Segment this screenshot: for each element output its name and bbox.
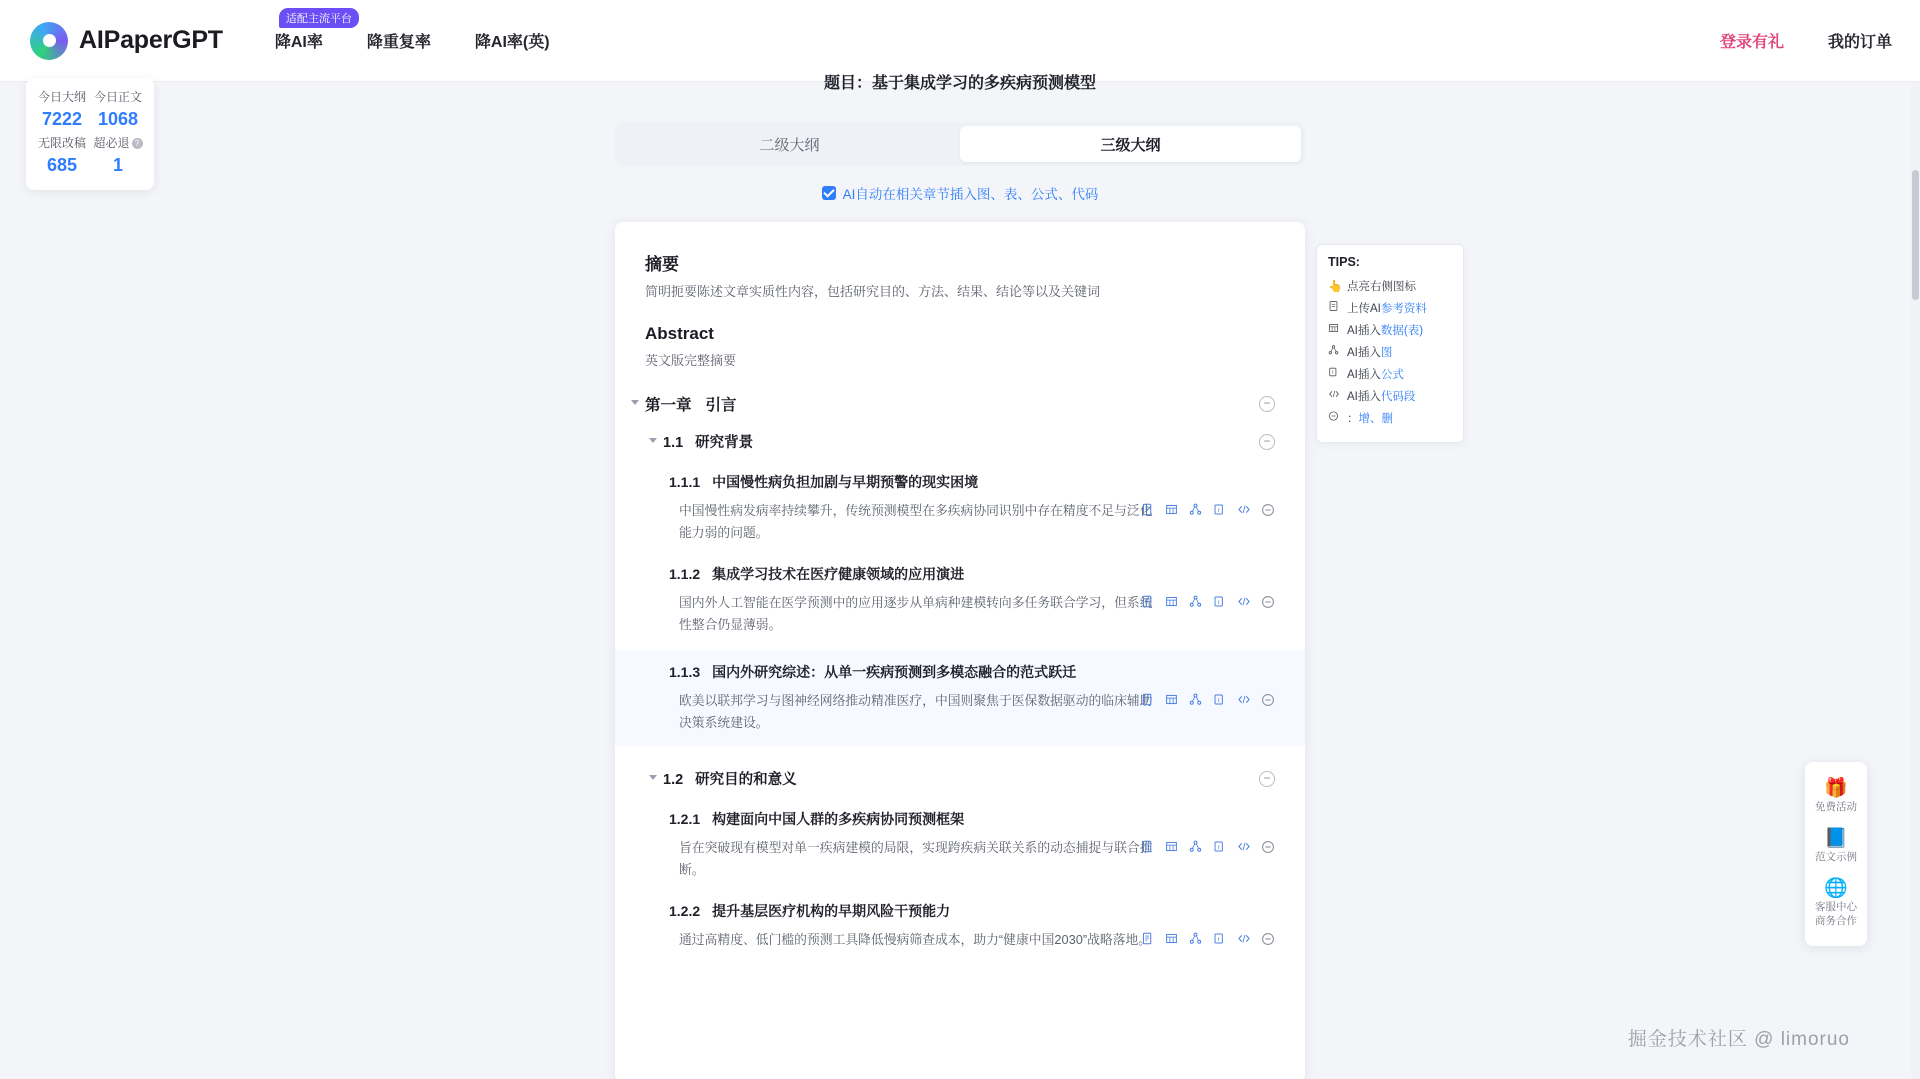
brand-logo[interactable] [30, 22, 223, 60]
subsection-name: 国内外研究综述：从单一疾病预测到多模态融合的范式跃迁 [712, 664, 1077, 680]
upload-icon [1328, 298, 1342, 320]
floating-toolbar [1805, 762, 1867, 946]
tips-hint-text: 点亮右侧图标 [1347, 281, 1416, 293]
subsection-row[interactable] [669, 901, 1275, 921]
chapter-name: 引言 [705, 397, 737, 414]
outline-level-tabs [615, 122, 1305, 166]
tab-level3-outline[interactable]: 三级大纲 [960, 126, 1301, 162]
remove-row-icon[interactable]: − [1259, 396, 1275, 412]
addremove-icon [1328, 408, 1342, 430]
insert-figure-icon[interactable] [1188, 692, 1203, 707]
body-text: 欧美以联邦学习与图神经网络推动精准医疗，中国则聚焦于医保数据驱动的临床辅助决策系统建设。 [679, 693, 1153, 730]
remove-row-icon[interactable] [1260, 692, 1275, 707]
insert-figure-icon[interactable] [1188, 931, 1203, 946]
nav-item-reduce-dup[interactable]: 降重复率 [366, 34, 431, 51]
section-title [663, 768, 797, 789]
tips-row-addremove [1328, 408, 1452, 430]
tips-prefix: AI插入 [1347, 369, 1381, 381]
subsection-name: 中国慢性病负担加剧与早期预警的现实困境 [712, 474, 979, 490]
body-text: 旨在突破现有模型对单一疾病建模的局限，实现跨疾病关联关系的动态捕捉与联合推断。 [679, 840, 1153, 877]
subsection-name: 集成学习技术在医疗健康领域的应用演进 [712, 566, 965, 582]
abstract-cn-heading: 摘要 [645, 255, 679, 274]
row-action-icons [1140, 502, 1275, 517]
chevron-down-icon[interactable] [631, 400, 639, 405]
insert-table-icon[interactable] [1164, 931, 1179, 946]
auto-insert-toggle[interactable] [0, 183, 1920, 203]
subsection-title [669, 662, 1076, 682]
stat-refund-guarantee [90, 134, 146, 178]
chapter-row[interactable] [645, 393, 1275, 415]
stat-label: 今日大纲 [37, 90, 86, 104]
tab-level2-outline[interactable]: 二级大纲 [759, 136, 820, 154]
headset-icon: 🌐 [1824, 878, 1848, 899]
stat-label: 无限改稿 [37, 136, 86, 150]
formula-icon [1328, 364, 1342, 386]
nav-badge: 适配主流平台 [279, 8, 359, 28]
row-action-icons [1140, 692, 1275, 707]
remove-row-icon[interactable] [1260, 594, 1275, 609]
float-label: 免费活动 [1815, 801, 1857, 813]
insert-formula-icon[interactable] [1212, 502, 1227, 517]
subsection-title [669, 472, 978, 492]
abstract-cn-text: 简明扼要陈述文章实质性内容，包括研究目的、方法、结果、结论等以及关键词 [645, 284, 1101, 299]
insert-reference-icon[interactable] [1140, 594, 1155, 609]
remove-row-icon[interactable] [1260, 931, 1275, 946]
stat-value: 685 [46, 155, 78, 175]
tips-link[interactable]: 代码段 [1380, 391, 1416, 403]
subsection-body [679, 929, 1275, 951]
insert-reference-icon[interactable] [1140, 839, 1155, 854]
float-label-secondary: 商务合作 [1815, 915, 1857, 927]
subsection-name: 提升基层医疗机构的早期风险干预能力 [712, 903, 951, 919]
body-text: 中国慢性病发病率持续攀升，传统预测模型在多疾病协同识别中存在精度不足与泛化能力弱的问题。 [679, 503, 1153, 540]
insert-figure-icon[interactable] [1188, 839, 1203, 854]
insert-figure-icon[interactable] [1188, 502, 1203, 517]
remove-row-icon[interactable]: − [1259, 434, 1275, 450]
subsection-row[interactable] [669, 472, 1275, 492]
tips-prefix: 上传AI [1347, 303, 1381, 315]
insert-code-icon[interactable] [1236, 502, 1251, 517]
insert-reference-icon[interactable] [1140, 931, 1155, 946]
float-item-sample-paper[interactable] [1805, 822, 1867, 872]
subsection-title [669, 901, 950, 921]
svg-text:f: f [1217, 599, 1220, 606]
tips-row-figure [1328, 342, 1452, 364]
abstract-en-text: 英文版完整摘要 [645, 353, 737, 368]
section-number: 1.1 [663, 435, 684, 451]
stat-value: 1 [112, 155, 123, 175]
scrollbar-thumb[interactable] [1912, 170, 1919, 300]
section-number: 1.2 [663, 772, 684, 788]
float-item-free-activity[interactable] [1805, 772, 1867, 822]
page-scrollbar[interactable] [1911, 82, 1920, 1079]
gift-icon: 🎁 [1824, 778, 1848, 799]
subsection-body [679, 690, 1275, 734]
section-title [663, 431, 753, 452]
tips-row-code [1328, 386, 1452, 408]
insert-code-icon[interactable] [1236, 839, 1251, 854]
tips-prefix: AI插入 [1347, 347, 1381, 359]
subsection-number: 1.2.2 [669, 903, 701, 919]
checkbox-icon[interactable] [822, 186, 836, 200]
auto-insert-label: AI自动在相关章节插入图、表、公式、代码 [842, 187, 1099, 202]
body-text: 国内外人工智能在医学预测中的应用逐步从单病种建模转向多任务联合学习，但系统性整合仍显薄弱。 [679, 595, 1153, 632]
stats-card [26, 78, 154, 190]
insert-table-icon[interactable] [1164, 502, 1179, 517]
remove-row-icon[interactable] [1260, 502, 1275, 517]
tips-link[interactable]: 数据(表) [1380, 325, 1424, 337]
stats-row-bottom [34, 134, 146, 178]
tips-prefix: AI插入 [1347, 325, 1381, 337]
section-row[interactable] [663, 431, 1275, 452]
stat-label: 超必退 ? [90, 134, 146, 152]
subsection-number: 1.2.1 [669, 811, 701, 827]
remove-row-icon[interactable]: − [1259, 771, 1275, 787]
section-row[interactable] [663, 768, 1275, 789]
subsection-row[interactable] [669, 662, 1275, 682]
svg-text:f: f [1217, 936, 1220, 943]
float-item-support[interactable] [1805, 872, 1867, 936]
stat-outline-today [34, 88, 90, 132]
insert-reference-icon[interactable] [1140, 692, 1155, 707]
subsection-title [669, 809, 964, 829]
insert-figure-icon[interactable] [1188, 594, 1203, 609]
nav-item-reduce-ai[interactable]: 降AI率 [274, 34, 323, 51]
subsection-name: 构建面向中国人群的多疾病协同预测框架 [712, 811, 965, 827]
insert-reference-icon[interactable] [1140, 502, 1155, 517]
stat-body-today [90, 88, 146, 132]
subsection-title [669, 564, 964, 584]
watermark: 掘金技术社区 @ limoruo [1627, 1029, 1850, 1050]
insert-table-icon[interactable] [1164, 839, 1179, 854]
float-label: 范文示例 [1815, 851, 1857, 863]
stat-label: 今日正文 [93, 90, 142, 104]
login-gift-link[interactable]: 登录有礼 [1719, 34, 1784, 51]
chapter-title [645, 393, 737, 415]
insert-formula-icon[interactable] [1212, 594, 1227, 609]
tips-row-formula [1328, 364, 1452, 386]
stat-value: 7222 [41, 109, 83, 129]
float-label: 客服中心 [1815, 901, 1857, 913]
chevron-down-icon[interactable] [649, 775, 657, 780]
stats-row-top [34, 88, 146, 132]
tips-row-table [1328, 320, 1452, 342]
my-order-link[interactable]: 我的订单 [1827, 34, 1892, 51]
subsection-body [679, 500, 1275, 544]
svg-text:f: f [1217, 697, 1220, 704]
abstract-en-heading: Abstract [645, 324, 714, 343]
tips-link[interactable]: 参考资料 [1380, 303, 1427, 315]
insert-code-icon[interactable] [1236, 931, 1251, 946]
body-text: 通过高精度、低门槛的预测工具降低慢病筛查成本，助力“健康中国2030”战略落地。 [679, 932, 1152, 947]
document-icon: 📘 [1824, 828, 1848, 849]
section-name: 研究目的和意义 [695, 772, 797, 788]
tips-link[interactable]: 公式 [1380, 369, 1404, 381]
insert-code-icon[interactable] [1236, 692, 1251, 707]
svg-text:f: f [1217, 844, 1220, 851]
subsection-row[interactable] [669, 809, 1275, 829]
row-action-icons [1140, 594, 1275, 609]
insert-table-icon[interactable] [1164, 692, 1179, 707]
subsection-group-highlighted [615, 650, 1305, 746]
chapter-number: 第一章 [645, 397, 692, 414]
subsection-body [679, 837, 1275, 881]
subsection-number: 1.1.1 [669, 474, 701, 490]
subsection-body [679, 592, 1275, 636]
chevron-down-icon[interactable] [649, 438, 657, 443]
row-action-icons [1140, 931, 1275, 946]
tips-prefix: AI插入 [1347, 391, 1381, 403]
insert-code-icon[interactable] [1236, 594, 1251, 609]
logo-icon [30, 22, 68, 60]
page-title: 题目：基于集成学习的多疾病预测模型 [823, 75, 1096, 92]
subsection-number: 1.1.3 [669, 664, 701, 680]
insert-formula-icon[interactable] [1212, 931, 1227, 946]
tips-panel [1316, 244, 1464, 443]
figure-icon [1328, 342, 1342, 364]
svg-text:f: f [1217, 507, 1220, 514]
tips-row-upload [1328, 298, 1452, 320]
tips-link[interactable]: 图 [1380, 347, 1393, 359]
code-icon [1328, 386, 1342, 408]
outline-panel [615, 222, 1305, 1079]
main-nav [274, 13, 594, 52]
section-name: 研究背景 [695, 435, 754, 451]
help-icon[interactable]: ? [132, 138, 143, 149]
tips-title: TIPS: [1328, 255, 1360, 269]
stat-value: 1068 [97, 109, 139, 129]
row-action-icons [1140, 839, 1275, 854]
stat-unlimited-revision [34, 134, 90, 178]
insert-formula-icon[interactable] [1212, 839, 1227, 854]
brand-name: AIPaperGPT [79, 26, 223, 54]
subsection-number: 1.1.2 [669, 566, 701, 582]
remove-row-icon[interactable] [1260, 839, 1275, 854]
header-actions [1720, 29, 1892, 52]
insert-table-icon[interactable] [1164, 594, 1179, 609]
svg-text:f: f [1332, 371, 1334, 377]
pointing-hand-icon: 👆 [1328, 281, 1343, 293]
tips-hint [1328, 276, 1452, 298]
subsection-row[interactable] [669, 564, 1275, 584]
nav-item-reduce-ai-en[interactable]: 降AI率(英) [474, 34, 550, 51]
tips-prefix: ： [1347, 413, 1359, 425]
insert-formula-icon[interactable] [1212, 692, 1227, 707]
tips-link[interactable]: 增、删 [1358, 413, 1393, 425]
table-icon [1328, 320, 1342, 342]
